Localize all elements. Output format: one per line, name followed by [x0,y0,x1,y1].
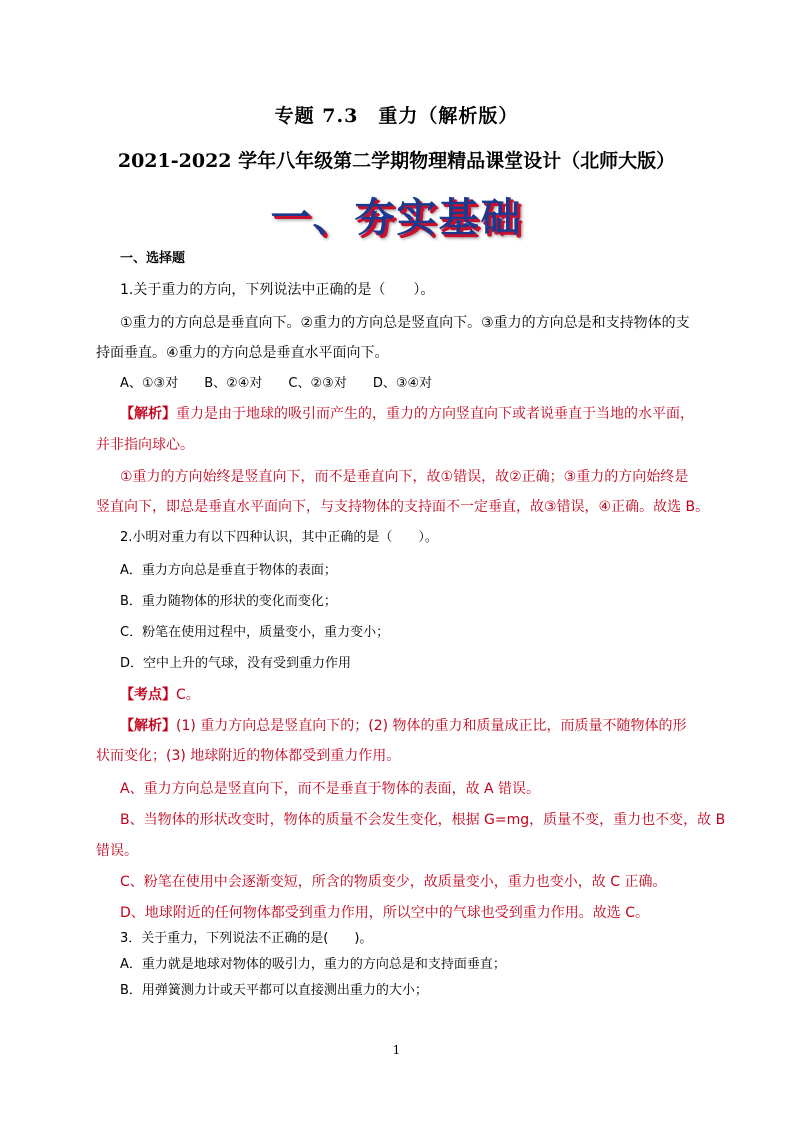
q1-analysis-line3: ①重力的方向始终是竖直向下，而不是垂直向下，故①错误，故②正确；③重力的方向始终是 [120,469,689,485]
q1-analysis-text: 重力是由于地球的吸引而产生的，重力的方向竖直向下或者说垂直于当地的水平面， [176,406,694,422]
q1-analysis-line1 [120,404,694,424]
q2-key-line [120,685,200,705]
q1-options: A、①③对 B、②④对 C、②③对 D、③④对 [120,376,433,391]
q2-explain-d: D、地球附近的任何物体都受到重力作用，所以空中的气球也受到重力作用。故选 C。 [120,905,650,921]
q2-explain-a: A、重力方向总是竖直向下，而不是垂直于物体的表面，故 A 错误。 [120,781,541,797]
q2-option-a: A．重力方向总是垂直于物体的表面； [120,563,337,578]
q3-option-b: B．用弹簧测力计或天平都可以直接测出重力的大小； [120,983,428,998]
q2-key-tag: 【考点】 [120,687,176,703]
q1-analysis-line4: 竖直向下，即总是垂直水平面向下，与支持物体的支持面不一定垂直，故③错误，④正确。故选 B。 [96,499,710,515]
q2-key-answer: C。 [176,687,200,703]
document-title: 专题 7.3 重力（解析版） [274,105,519,127]
q3-option-a: A．重力就是地球对物体的吸引力，重力的方向总是和支持面垂直； [120,957,506,972]
q2-explain-b-line2: 错误。 [96,843,138,859]
q2-explain-c: C、粉笔在使用中会逐渐变短，所含的物质变少，故质量变小，重力也变小，故 C 正确。 [120,874,667,890]
q1-stem: 1.关于重力的方向，下列说法中正确的是（ ）。 [120,282,435,298]
q1-analysis-line2: 并非指向球心。 [96,437,194,453]
page-number: 1 [392,1043,401,1057]
q2-analysis-line2: 状而变化；(3) 地球附近的物体都受到重力作用。 [96,748,401,764]
q2-analysis-text: (1) 重力方向总是竖直向下的；(2) 物体的重力和质量成正比，而质量不随物体的形 [176,718,687,734]
q2-option-c: C．粉笔在使用过程中，质量变小，重力变小； [120,625,390,640]
document-subtitle: 2021-2022 学年八年级第二学期物理精品课堂设计（北师大版） [117,150,676,172]
q2-explain-b-line1: B、当物体的形状改变时，物体的质量不会发生变化，根据 G=mg，质量不变，重力也不变，故 B [120,812,726,828]
q1-analysis-tag: 【解析】 [120,406,176,422]
q1-desc-line1: ①重力的方向总是垂直向下。②重力的方向总是竖直向下。③重力的方向总是和支持物体的支 [120,315,690,331]
section-heading: 一、选择题 [120,251,186,266]
q2-option-b: B．重力随物体的形状的变化而变化； [120,594,337,609]
q2-stem: 2.小明对重力有以下四种认识，其中正确的是（ ）。 [120,530,438,545]
q1-desc-line2: 持面垂直。④重力的方向总是垂直水平面向下。 [96,345,389,361]
section-banner: 一、夯实基础 [270,195,523,241]
q2-analysis-tag: 【解析】 [120,718,176,734]
q3-stem: 3．关于重力，下列说法不正确的是( )。 [120,931,373,946]
q2-analysis-line1 [120,716,687,736]
q2-option-d: D．空中上升的气球，没有受到重力作用 [120,656,352,671]
